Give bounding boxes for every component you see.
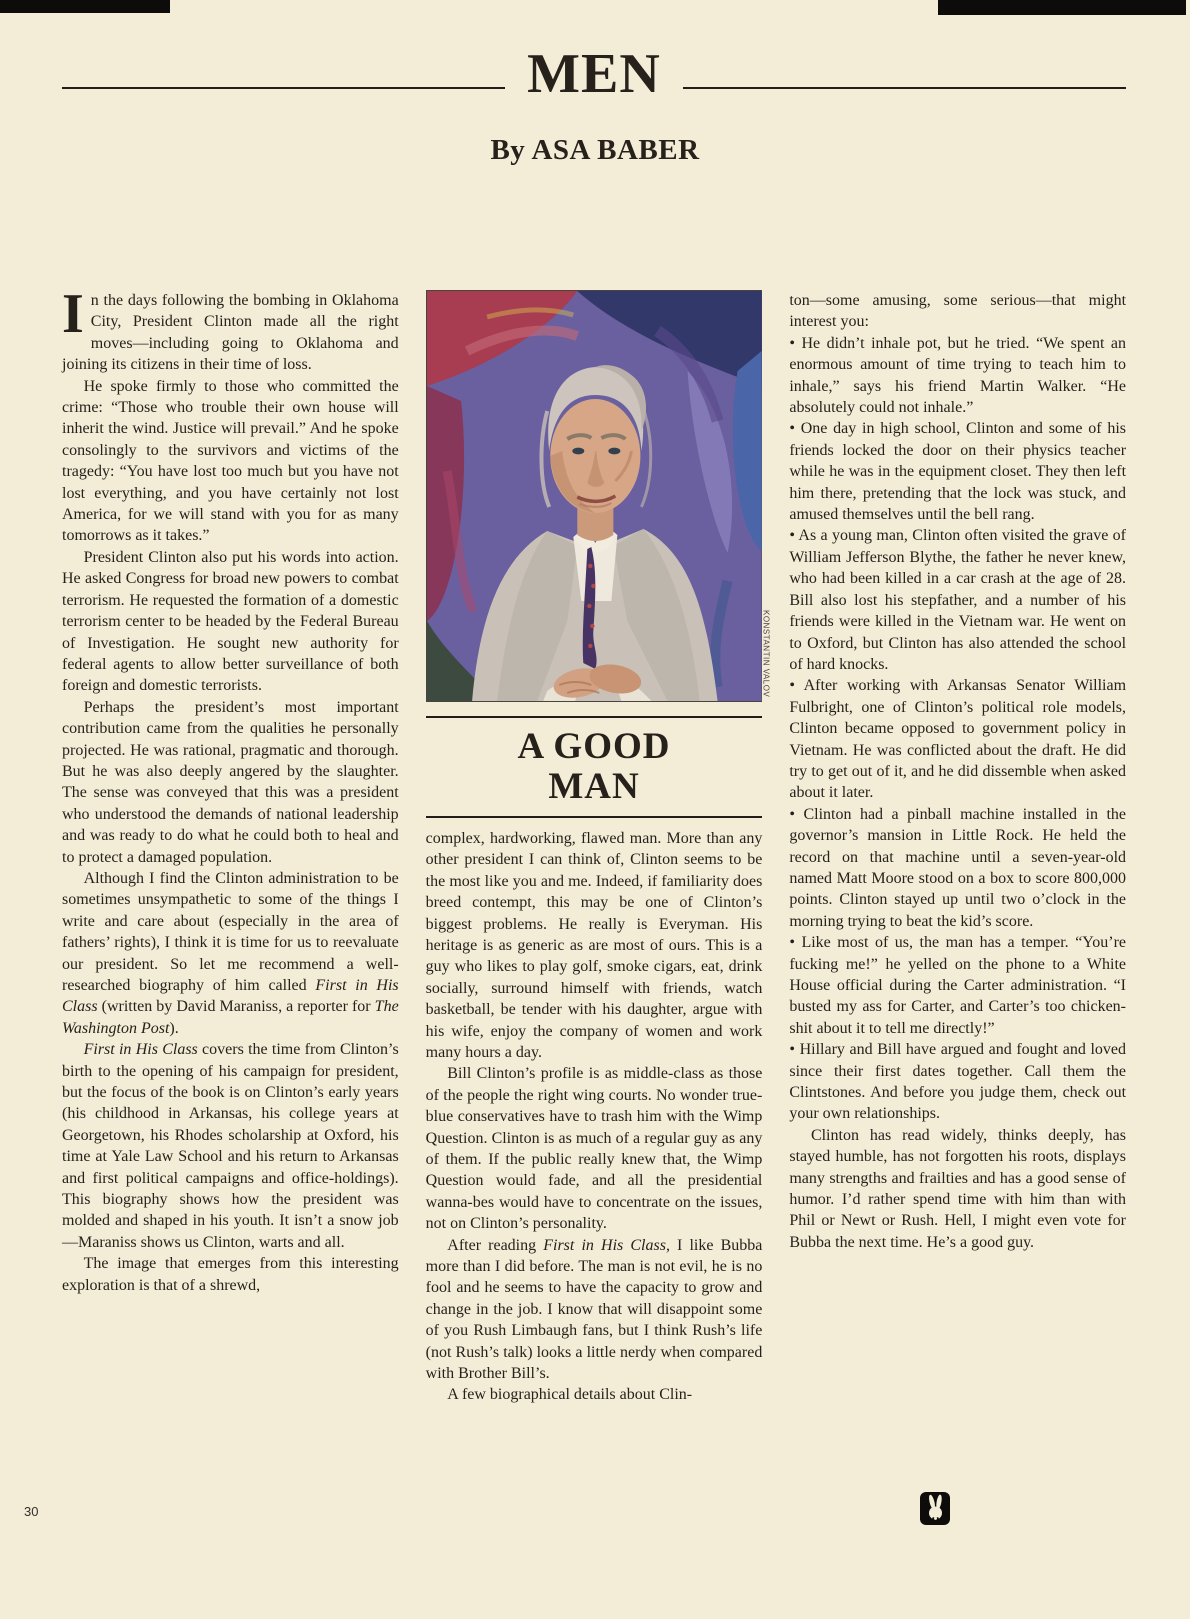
paragraph-text: n the days following the bombing in Oklahoma City, President Clinton made all the right moves—including going to Oklahoma and joining its citizens in their time of loss.	[62, 292, 399, 374]
paragraph: He spoke firmly to those who committed the crime: “Those who trouble their own house will inherit the wind. Justice will prevail.” And he spoke consolingly to the survivors and victims of the tragedy: “You have lost too much but you have not lost everything, and you have certainly not lost America, for we will stand with you for as many tomorrows as it takes.”	[62, 377, 399, 545]
bullet-paragraph: • He didn’t inhale pot, but he tried. “We spent an enormous amount of time trying to teach him to inhale,” says his friend Martin Walker. “He absolutely could not inhale.”	[789, 334, 1127, 417]
bullet-paragraph: • Clinton had a pinball machine installed in the governor’s mansion in Little Rock. He held the record on that machine until a seven-year-old named Matt Moore stood on a box to score 800,000 points. Clinton stayed up until two o’clock in the morning trying to beat the kid’s score.	[789, 805, 1127, 930]
page-edge-mark-left	[0, 0, 170, 13]
bullet-paragraph: • Hillary and Bill have argued and fought and loved since their first dates together. Call them the Clintstones. And before you judge them, check out your own relationships.	[789, 1041, 1127, 1123]
paragraph: ton—some amusing, some serious—that might interest you:	[789, 292, 1127, 331]
article-title-line2: MAN	[548, 765, 640, 807]
column-middle	[425, 290, 771, 1591]
bullet-paragraph: • After working with Arkansas Senator William Fulbright, one of Clinton’s political role models, Clinton became opposed to government policy in Vietnam. He was conflicted about the draft. He did try to get out of it, and he did dissemble when asked about it later.	[789, 677, 1127, 802]
paragraph: A few biographical details about Clin-	[447, 1386, 693, 1404]
column-right	[789, 290, 1126, 1591]
paragraph: President Clinton also put his words into action. He asked Congress for broad new powers to combat terrorism. He requested the formation of a domestic terrorism center to be headed by the Federal Bureau of Investigation. He sought new authority for federal agents to allow better surveillance of both foreign and domestic terrorists.	[62, 548, 399, 695]
article-title	[426, 727, 763, 807]
paragraph: complex, hardworking, flawed man. More than any other president I can think of, Clinton seems to be the most like you and me. Indeed, if familiarity does breed contempt, this may be one of Clinton’s biggest problems. He really is Everyman. His heritage is as generic as are most of ours. This is a guy who likes to play golf, smoke cigars, eat, drink socially, surround himself with friends, watch basketball, be tender with his daughter, argue with his wife, enjoy the company of women and work many hours a day.	[425, 829, 763, 1061]
title-rule-bottom	[426, 816, 763, 818]
byline: By ASA BABER	[490, 134, 700, 166]
section-title: MEN	[527, 43, 661, 105]
bullet-paragraph: • Like most of us, the man has a temper. “You’re fucking me!” he yelled on the phone to a White House official during the Carter administration. “I busted my ass for Carter, and Carter’s too chicken-shit about it to tell me directly!”	[789, 934, 1127, 1037]
page-edge-mark-right	[938, 0, 1186, 15]
article-columns	[62, 283, 1127, 1591]
paragraph: Bill Clinton’s profile is as middle-class as those of the people the right wing courts. No wonder true-blue conservatives have to trash him with the Wimp Question. Clinton is as much of a regular guy as any of them. If the public really knew that, the Wimp Question would fade, and all the presidential wanna-bes would have to concentrate on the issues, not on Clinton’s personality.	[425, 1065, 763, 1233]
clinton-portrait-illustration	[426, 290, 771, 702]
column-left	[62, 283, 399, 1591]
paragraph: Perhaps the president’s most important contribution came from the qualities he personally projected. He was rational, pragmatic and thorough. But he was also deeply angered by the slaughter. The sense was conveyed that this was a president who understood the demands of national leadership and was ready to do what he could both to heal and to protect a damaged population.	[62, 698, 399, 866]
playboy-bunny-logo	[920, 1492, 950, 1525]
masthead-rule-right	[683, 87, 1126, 89]
title-rule-top	[426, 716, 763, 718]
drop-cap: I	[62, 283, 84, 345]
article-title-line1: A GOOD	[517, 726, 671, 767]
bullet-paragraph: • One day in high school, Clinton and some of his friends locked the door on their physics teacher while he was in the equipment closet. They then left him there, pretending that the lock was stuck, and amused themselves until the bell rang.	[789, 420, 1127, 524]
paragraph: Although I find the Clinton administration to be sometimes unsympathetic to some of the things I write and care about (especially in the area of fathers’ rights), I think it is time for us to reevaluate our president. So let me recommend a well-researched biography of him called First in His Class (written by David Maraniss, a reporter for The Washington Post).	[62, 869, 399, 1037]
portrait-artwork	[427, 291, 762, 701]
illustration-credit: KONSTANTIN VALOV	[761, 609, 771, 697]
article-title-block	[426, 716, 763, 818]
paragraph: Clinton has read widely, thinks deeply, has stayed humble, has not forgotten his roots, displays many strengths and frailties and has a good sense of humor. I’d rather spend time with him than with Phil or Newt or Rush. Hell, I might even vote for Bubba the next time. He’s a good guy.	[789, 1126, 1127, 1251]
paragraph: After reading First in His Class, I like Bubba more than I did before. The man is not evil, he is no fool and he seems to have the capacity to grow and change in the job. I know that will disappoint some of you Rush Limbaugh fans, but I think Rush’s life (not Rush’s talk) looks a little nerdy when compared with Brother Bill’s.	[425, 1236, 763, 1383]
paragraph: First in His Class covers the time from Clinton’s birth to the opening of his campaign for president, but the focus of the book is on Clinton’s early years (his childhood in Arkansas, his college years at Georgetown, his Rhodes scholarship at Oxford, his time at Yale Law School and his return to Arkansas and first political campaigns and office-holdings). This biography shows how the president was molded and shaped in his youth. It isn’t a snow job—Maraniss shows us Clinton, warts and all.	[62, 1041, 399, 1251]
paragraph	[62, 283, 399, 376]
page-number: 30	[24, 1504, 39, 1519]
bullet-paragraph: • As a young man, Clinton often visited the grave of William Jefferson Blythe, the father he never knew, who had been killed in a car crash at the age of 28. Bill also lost his stepfather, and a number of his friends were killed in the Vietnam war. He went on to Oxford, but Clinton has also attended the school of hard knocks.	[789, 527, 1127, 673]
paragraph: The image that emerges from this interesting exploration is that of a shrewd,	[62, 1255, 399, 1294]
section-masthead	[62, 43, 1126, 105]
masthead-rule-left	[62, 87, 505, 89]
